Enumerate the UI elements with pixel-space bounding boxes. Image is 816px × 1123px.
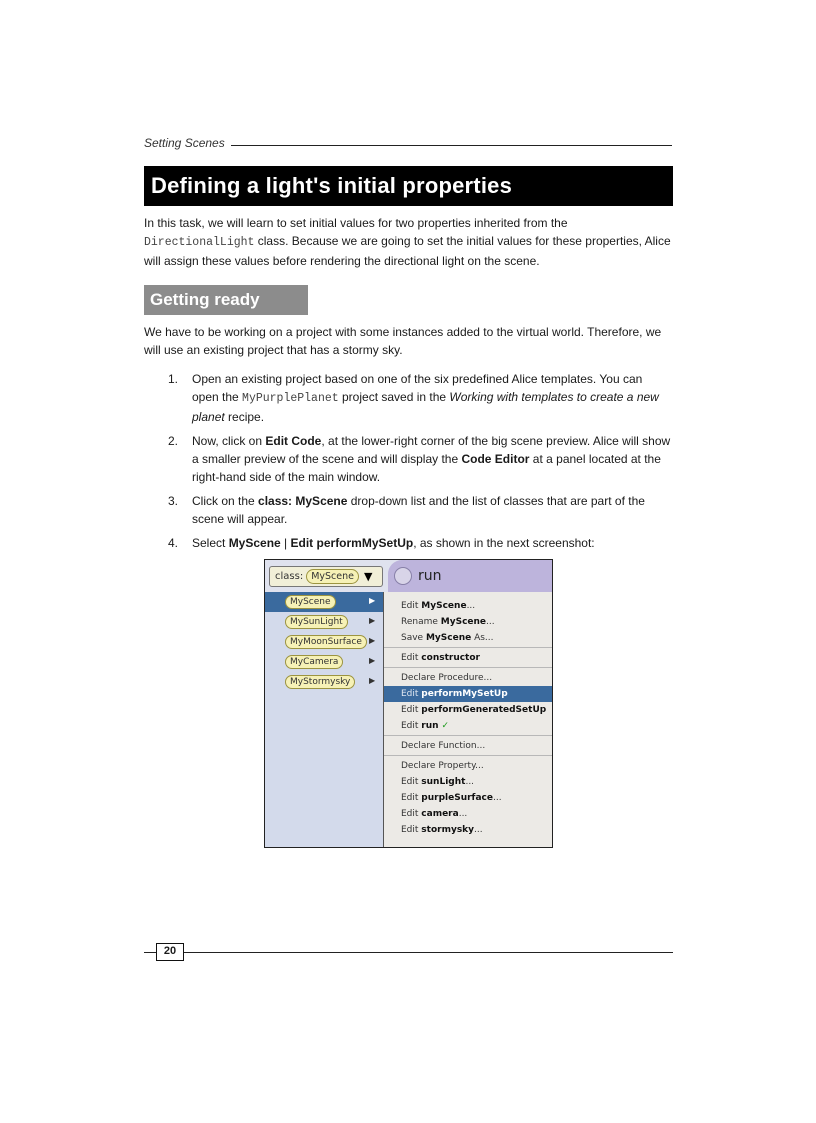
step-text: project saved in the xyxy=(338,390,450,404)
dropdown-arrow-icon: ▼ xyxy=(364,570,373,583)
menu-separator xyxy=(384,647,552,648)
menu-text: Edit xyxy=(401,777,422,787)
class-item-myscene[interactable] xyxy=(265,592,383,612)
step-item xyxy=(144,492,672,528)
class-name: MyStormysky xyxy=(285,675,355,689)
subsection-title: Getting ready xyxy=(144,285,308,315)
menu-item-edit-sunlight[interactable] xyxy=(384,774,552,790)
submenu-arrow-icon: ▶ xyxy=(369,616,376,625)
check-icon: ✓ xyxy=(441,721,449,731)
step-bold: MyScene xyxy=(228,536,281,550)
page-number: 20 xyxy=(156,943,184,961)
menu-text: ... xyxy=(474,825,483,835)
menu-item-edit-constructor[interactable] xyxy=(384,650,552,666)
menu-item-edit-purple-surface[interactable] xyxy=(384,790,552,806)
menu-item-edit-scene[interactable] xyxy=(384,598,552,614)
menu-bold: MyScene xyxy=(440,617,487,627)
menu-bold: performGeneratedSetUp xyxy=(421,705,547,715)
menu-item-edit-run[interactable] xyxy=(384,718,552,734)
class-item-mystormysky[interactable] xyxy=(265,672,383,692)
submenu-arrow-icon: ▶ xyxy=(369,596,376,605)
class-context-menu xyxy=(384,592,552,848)
step-text: | xyxy=(280,536,291,550)
editor-toolbar xyxy=(265,560,552,592)
menu-item-save-scene-as[interactable] xyxy=(384,630,552,646)
class-name: MyMoonSurface xyxy=(285,635,367,649)
step-recipe-name: Working with templates to create a new planet xyxy=(192,390,659,424)
section-title: Defining a light's initial properties xyxy=(144,166,673,206)
submenu-arrow-icon: ▶ xyxy=(369,636,376,645)
step-text: , as shown in the next screenshot: xyxy=(413,536,595,550)
menu-bold: stormysky xyxy=(421,825,475,835)
intro-text-1: In this task, we will learn to set initial values for two properties inherited from the xyxy=(144,216,568,230)
menu-bold: camera xyxy=(421,809,459,819)
menu-separator xyxy=(384,755,552,756)
step-bold: Edit Code xyxy=(265,434,322,448)
step-bold: class: MyScene xyxy=(258,494,348,508)
class-item-mycamera[interactable] xyxy=(265,652,383,672)
menu-bold: MyScene xyxy=(421,601,467,611)
menu-bold: perform xyxy=(421,689,463,699)
menu-text: ... xyxy=(465,777,475,787)
class-item-mymoonsurface[interactable] xyxy=(265,632,383,652)
menu-text: Edit xyxy=(401,653,422,663)
step-number: 2. xyxy=(168,434,179,448)
menu-item-edit-perform-generated-setup[interactable] xyxy=(384,702,552,718)
menu-separator xyxy=(384,667,552,668)
menu-bold: sunLight xyxy=(421,777,466,787)
header-rule xyxy=(231,145,672,146)
step-bold: Edit performMySetUp xyxy=(290,536,414,550)
menu-text: Edit xyxy=(401,705,422,715)
embedded-screenshot xyxy=(264,559,553,848)
step-bold: Code Editor xyxy=(461,452,530,466)
menu-text: ... xyxy=(458,809,468,819)
class-item-mysunlight[interactable] xyxy=(265,612,383,632)
menu-text: ... xyxy=(466,601,476,611)
menu-item-declare-procedure[interactable]: Declare Procedure... xyxy=(401,673,493,683)
menu-text: Rename xyxy=(401,617,441,627)
menu-text: ... xyxy=(486,617,495,627)
menu-bold: constructor xyxy=(421,653,480,663)
menu-bold: MyScene xyxy=(425,633,472,643)
class-list xyxy=(265,592,384,848)
run-circle-icon xyxy=(394,567,412,585)
step-text: , at the lower-right corner of the big scene preview. Alice will show a smaller preview of the scene and will display the xyxy=(192,434,671,466)
running-header xyxy=(144,135,672,151)
class-name: MyScene xyxy=(285,595,336,609)
class-dropdown[interactable] xyxy=(269,566,383,587)
step-number: 4. xyxy=(168,536,179,550)
menu-item-edit-camera[interactable] xyxy=(384,806,552,822)
menu-text: Edit xyxy=(401,793,422,803)
menu-text: Edit xyxy=(401,825,422,835)
getting-ready-paragraph: We have to be working on a project with some instances added to the virtual world. Therefore, we will use an existing project that has a stormy sky. xyxy=(144,325,662,357)
step-text: Select xyxy=(192,536,229,550)
menu-text: As... xyxy=(471,633,494,643)
step-text: Open an existing project based on one of the six predefined Alice templates. You can open the xyxy=(192,372,643,404)
menu-bold: run xyxy=(421,721,439,731)
class-dropdown-value: MyScene xyxy=(306,569,359,584)
run-tab-label: run xyxy=(418,568,442,584)
menu-bold: purpleSurface xyxy=(421,793,493,803)
menu-text: Edit xyxy=(401,689,422,699)
menu-item-edit-perform-my-setup[interactable] xyxy=(384,686,552,702)
step-text: drop-down list and the list of classes that are part of the scene will appear. xyxy=(192,494,645,526)
menu-text: ... xyxy=(492,793,502,803)
step-text: recipe. xyxy=(224,410,265,424)
menu-text: Save xyxy=(401,633,426,643)
running-title: Setting Scenes xyxy=(144,136,225,150)
step-text: Now, click on xyxy=(192,434,266,448)
footer-rule xyxy=(144,952,673,953)
step-item xyxy=(144,432,672,486)
intro-code: DirectionalLight xyxy=(144,236,255,249)
step-text: Click on the xyxy=(192,494,259,508)
step-item xyxy=(144,370,672,426)
page-footer xyxy=(144,943,673,961)
menu-item-rename-scene[interactable] xyxy=(384,614,552,630)
menu-bold: MySetUp xyxy=(462,689,508,699)
class-name: MyCamera xyxy=(285,655,343,669)
submenu-arrow-icon: ▶ xyxy=(369,656,376,665)
step-number: 1. xyxy=(168,372,179,386)
menu-text: Edit xyxy=(401,809,422,819)
menu-item-declare-function[interactable]: Declare Function... xyxy=(401,741,486,751)
step-number: 3. xyxy=(168,494,179,508)
step-code: MyPurplePlanet xyxy=(242,392,339,405)
intro-paragraph xyxy=(144,214,674,270)
run-tab[interactable] xyxy=(388,560,553,592)
intro-text-2: class. Because we are going to set the initial values for these properties, Alice will assign these values before rendering the directional light on the scene. xyxy=(144,234,671,268)
menu-separator xyxy=(384,735,552,736)
step-text: at a panel located at the right-hand side of the main window. xyxy=(192,452,661,484)
menu-item-edit-stormysky[interactable] xyxy=(384,822,552,838)
class-dropdown-label: class: xyxy=(275,571,304,582)
menu-text: Edit xyxy=(401,601,422,611)
class-name: MySunLight xyxy=(285,615,348,629)
menu-text: Edit xyxy=(401,721,422,731)
submenu-arrow-icon: ▶ xyxy=(369,676,376,685)
steps-list xyxy=(144,370,672,558)
menu-item-declare-property[interactable]: Declare Property... xyxy=(401,761,484,771)
step-item xyxy=(144,534,672,552)
